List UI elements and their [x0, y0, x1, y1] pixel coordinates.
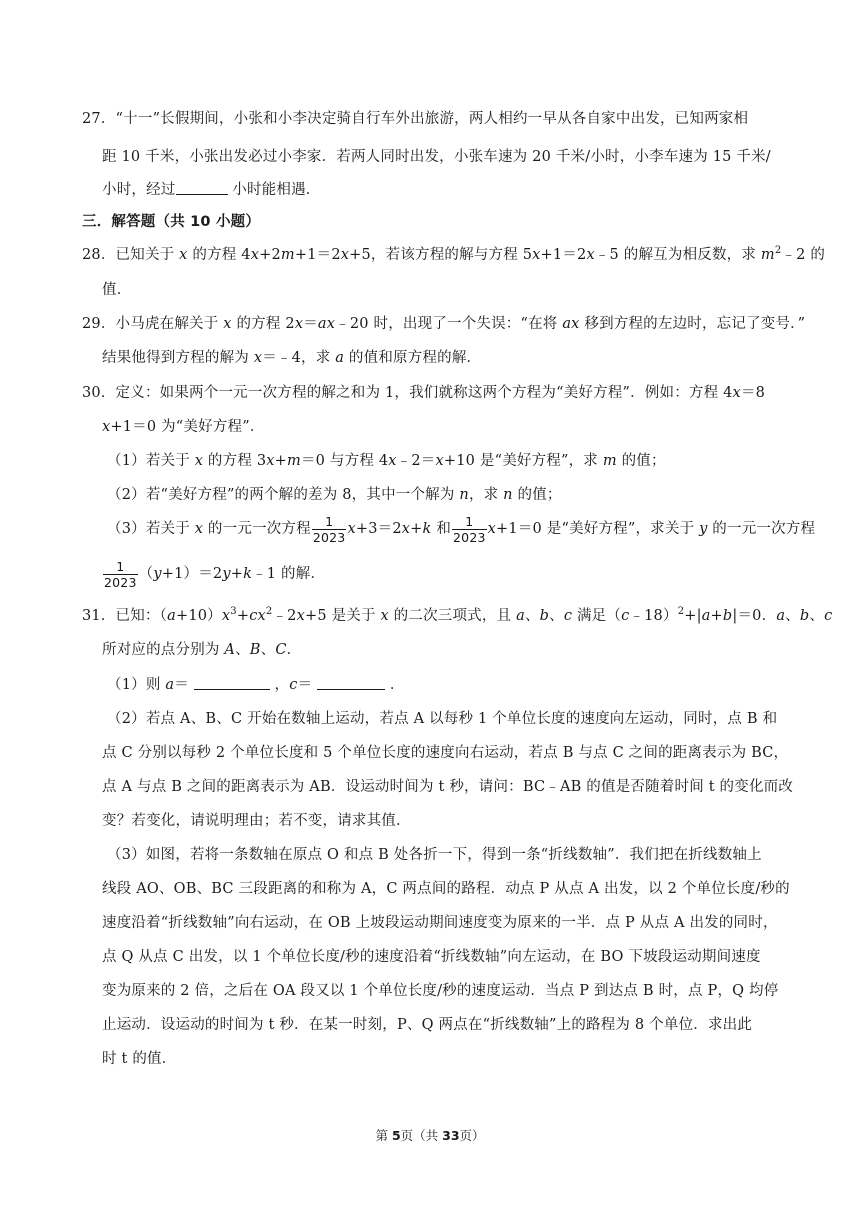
q27-line1: 27．“十一”长假期间，小张和小李决定骑自行车外出旅游，两人相约一早从各自家中出发，已知两家相 — [82, 111, 749, 127]
q27-line3: 小时，经过 小时能相遇． — [102, 182, 321, 198]
q31-line2: 所对应的点分别为 A、B、C． — [102, 642, 302, 658]
answer-blank-a — [194, 675, 270, 690]
q31-sub3-line6: 止运动．设运动的时间为 t 秒．在某一时刻，P、Q 两点在“折线数轴”上的路程为 8 个单位．求出此 — [102, 1017, 753, 1033]
q28-line2: 值． — [102, 282, 132, 298]
q30-line1: 30．定义：如果两个一元一次方程的解之和为 1，我们就称这两个方程为“美好方程”．例如：方程 4x＝8 — [82, 385, 766, 401]
q31-sub2-line1: （2）若点 A、B、C 开始在数轴上运动，若点 A 以每秒 1 个单位长度的速度向左运动，同时，点 B 和 — [107, 711, 778, 727]
q30-sub3: （3）若关于 x 的一元一次方程 $\frac{1}{2023}$ x+3＝2x+k 和 $\frac{1}{2023}$ x+1＝0 是“美好方程”，求关于 y 的一元一次方程 — [107, 513, 816, 545]
fraction: $\frac{1}{2023}$ — [312, 513, 346, 545]
fraction: $\frac{1}{2023}$ — [453, 513, 486, 545]
page-total: 33 — [442, 1128, 460, 1143]
page-footer: 第 5页（共 33页） — [375, 1128, 485, 1143]
q31-sub2-line2: 点 C 分别以每秒 2 个单位长度和 5 个单位长度的速度向右运动，若点 B 与点 C 之间的距离表示为 BC， — [102, 745, 789, 761]
q31-sub3-line3: 速度沿着“折线数轴”向右运动，在 OB 上坡段运动期间速度变为原来的一半．点 P 从点 A 出发的同时， — [102, 915, 778, 931]
q31-line1: 31．已知：$(a+10)x^3+cx^2﹣2x+5$ 是关于 x 的二次三项式，且 a、b、c 满足（c﹣18）$^2$+|a+b|＝0．a、b、c — [82, 606, 833, 624]
fraction: $\frac{1}{2023}$ — [104, 558, 137, 590]
q27-line2: 距 10 千米，小张出发必过小李家．若两人同时出发，小张车速为 20 千米/小时，小李车速为 15 千米/ — [102, 149, 771, 165]
q30-sub2: （2）若“美好方程”的两个解的差为 8，其中一个解为 n，求 n 的值； — [107, 487, 562, 503]
section-title: 三．解答题（共 10 小题） — [82, 214, 261, 230]
q28-line1: 28．已知关于 x 的方程 4x+2m+1＝2x+5，若该方程的解与方程 5x+1＝2x﹣5 的解互为相反数，求 $m^2﹣2$ 的 — [82, 245, 826, 263]
q31-sub3-line4: 点 Q 从点 C 出发，以 1 个单位长度/秒的速度沿着“折线数轴”向左运动，在 BO 下坡段运动期间速度 — [102, 949, 761, 965]
q31-sub3-line1: （3）如图，若将一条数轴在原点 O 和点 B 处各折一下，得到一条“折线数轴”．我们把在折线数轴上 — [107, 847, 762, 863]
q30-sub3-line2: $\frac{1}{2023}$ （y+1）＝2y+k﹣1 的解． — [104, 558, 326, 590]
q31-sub1: （1）则 a＝ ，c＝ ． — [107, 677, 405, 693]
q31-sub3-line2: 线段 AO、OB、BC 三段距离的和称为 A，C 两点间的路程．动点 P 从点 A 出发，以 2 个单位长度/秒的 — [102, 881, 790, 897]
q31-sub3-line7: 时 t 的值． — [102, 1051, 177, 1067]
q31-sub2-line3: 点 A 与点 B 之间的距离表示为 AB．设运动时间为 t 秒，请问：BC﹣AB 的值是否随着时间 t 的变化而改 — [102, 779, 794, 795]
page-number: 5 — [391, 1128, 401, 1143]
q31-sub2-line4: 变？若变化，请说明理由；若不变，请求其值． — [102, 813, 411, 829]
q30-line2: x+1＝0 为“美好方程”． — [102, 419, 265, 435]
q29-line2: 结果他得到方程的解为 x＝﹣4，求 a 的值和原方程的解． — [102, 350, 482, 366]
answer-blank-c — [317, 675, 385, 690]
answer-blank — [176, 180, 228, 195]
q29-line1: 29．小马虎在解关于 x 的方程 2x＝ax﹣20 时，出现了一个失误：“在将 ax 移到方程的左边时，忘记了变号．” — [82, 316, 806, 332]
q30-sub1: （1）若关于 x 的方程 3x+m＝0 与方程 4x﹣2＝x+10 是“美好方程”，求 m 的值； — [107, 453, 666, 469]
q31-sub3-line5: 变为原来的 2 倍，之后在 OA 段又以 1 个单位长度/秒的速度运动．当点 P 到达点 B 时，点 P，Q 均停 — [102, 983, 779, 999]
